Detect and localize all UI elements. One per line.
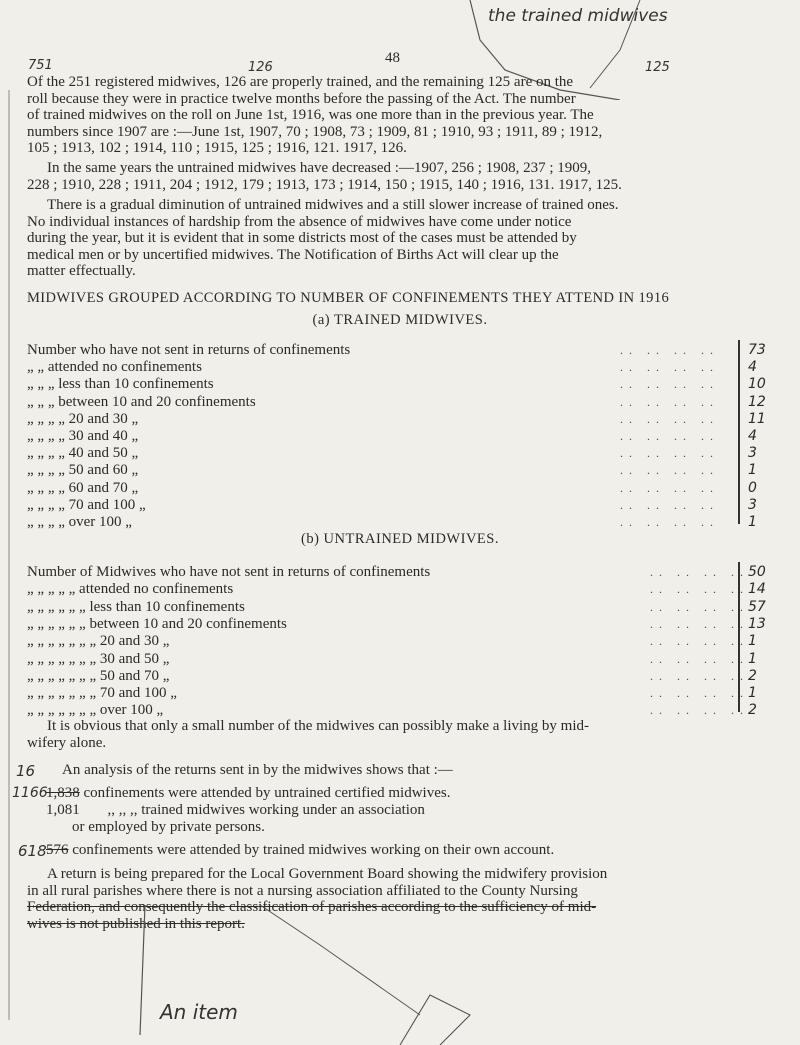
trained-bracket [738, 340, 750, 524]
row-label: Number who have not sent in returns of confinements [27, 342, 351, 358]
row-label: „ „ „ „ „ „ „ 70 and 100 „ [27, 685, 177, 702]
text-line: There is a gradual diminution of untrained midwives and a still slower increase of trained ones. [47, 197, 619, 213]
trained-midwives-title: (a) TRAINED MIDWIVES. [312, 312, 488, 328]
page-number: 48 [385, 50, 400, 66]
leader-dots: .. .. .. .. [650, 582, 749, 597]
text-line: It is obvious that only a small number of the midwives can possibly make a living by mid- [47, 718, 590, 734]
leader-dots: .. .. .. .. [650, 703, 749, 718]
leader-dots: .. .. .. .. [650, 616, 749, 631]
section-heading: MIDWIVES GROUPED ACCORDING TO NUMBER OF CONFINEMENTS THEY ATTEND IN 1916 [27, 290, 670, 306]
row-label: „ „ „ „ „ „ „ over 100 „ [27, 702, 164, 719]
leader-dots: .. .. .. .. [620, 480, 719, 495]
analysis-text: confinements were attended by untrained certified midwives. [83, 785, 451, 801]
row-count: 1 [748, 650, 757, 667]
row-label: Number of Midwives who have not sent in returns of confinements [27, 564, 431, 580]
text-line: Of the 251 registered midwives, 126 are properly trained, and the remaining 125 are on the [27, 74, 574, 90]
table-row [27, 359, 800, 376]
row-count: 1 [748, 462, 757, 479]
row-count: 12 [748, 393, 766, 410]
row-count: 3 [748, 445, 757, 462]
leader-dots: .. .. .. .. [620, 360, 719, 375]
row-label: „ „ „ „ 20 and 30 „ [27, 410, 139, 427]
text-line: of trained midwives on the roll on June 1st, 1916, was one more than in the previous year. The [27, 107, 594, 123]
margin-note-126: 126 [248, 60, 273, 75]
table-row [27, 702, 800, 719]
table-row [27, 616, 800, 633]
handwritten-annotation-bottom: An item [160, 1000, 238, 1024]
row-count: 3 [748, 496, 757, 513]
row-label: „ „ „ „ „ „ „ 50 and 70 „ [27, 667, 170, 684]
margin-note-1166: 1166 [12, 785, 48, 801]
row-label: „ „ attended no confinements [27, 359, 202, 376]
text-line: In the same years the untrained midwives have decreased :—1907, 256 ; 1908, 237 ; 1909, [47, 160, 592, 176]
text-line: wifery alone. [27, 734, 107, 751]
row-count: 1 [748, 514, 757, 530]
table-row [27, 411, 800, 428]
row-count: 13 [748, 615, 766, 632]
table-row [27, 685, 800, 702]
row-count: 2 [748, 667, 757, 684]
leader-dots: .. .. .. .. [620, 497, 719, 512]
margin-note-16: 16 [16, 762, 36, 780]
untrained-bracket [738, 562, 750, 712]
leader-dots: .. .. .. .. [650, 565, 749, 579]
table-row [27, 462, 800, 479]
text-line: 105 ; 1913, 102 ; 1914, 110 ; 1915, 125 ; 1916, 121. 1917, 126. [27, 140, 407, 156]
paragraph-registered-midwives [27, 74, 797, 157]
analysis-trained-association-line [46, 802, 425, 819]
row-label: „ „ „ „ „ attended no confinements [27, 581, 234, 598]
text-line-struck: wives is not published in this report. [27, 915, 245, 932]
leader-dots: .. .. .. .. [620, 463, 719, 478]
row-label: „ „ „ „ 30 and 40 „ [27, 428, 139, 444]
row-count: 73 [748, 342, 766, 358]
analysis-text: confinements were attended by trained midwives working on their own account. [72, 842, 555, 858]
pencil-lines-bottom-icon [0, 905, 800, 1045]
table-row [27, 599, 800, 616]
row-count: 11 [748, 410, 766, 427]
analysis-number: 1,081 [46, 802, 80, 818]
row-label: „ „ „ „ 40 and 50 „ [27, 445, 139, 462]
leader-dots: .. .. .. .. [650, 651, 749, 666]
paragraph-untrained-decrease [27, 160, 797, 193]
table-row [27, 651, 800, 668]
row-count: 0 [748, 479, 757, 496]
row-label: „ „ „ „ „ „ „ 30 and 50 „ [27, 650, 170, 667]
table-row [27, 668, 800, 685]
table-row [27, 581, 800, 598]
row-count: 10 [748, 376, 766, 393]
row-count: 4 [748, 359, 757, 376]
row-label: „ „ „ „ „ „ „ 20 and 30 „ [27, 633, 170, 650]
struck-number: 1,838 [46, 785, 80, 801]
margin-note-618: 618 [18, 842, 47, 860]
text-line: matter effectually. [27, 263, 136, 279]
row-count: 1 [748, 685, 757, 702]
analysis-intro: An analysis of the returns sent in by the midwives shows that :— [62, 762, 453, 778]
leader-dots: .. .. .. .. [650, 634, 749, 649]
row-label: „ „ „ „ „ „ less than 10 confinements [27, 598, 245, 615]
text-line: roll because they were in practice twelve months before the passing of the Act. The number [27, 90, 576, 107]
text-line: in all rural parishes where there is not a nursing association affiliated to the County Nursing [27, 882, 578, 899]
table-row [27, 564, 800, 581]
row-label: „ „ „ less than 10 confinements [27, 376, 214, 393]
analysis-text: ,, ,, ,, trained midwives working under an association [107, 802, 425, 818]
table-row [27, 445, 800, 462]
text-line: No individual instances of hardship from the absence of midwives have come under notice [27, 213, 572, 230]
leader-dots: .. .. .. .. [620, 394, 719, 409]
text-line: medical men or by uncertified midwives. The Notification of Births Act will clear up the [27, 246, 559, 263]
row-count: 2 [748, 702, 757, 719]
table-row [27, 514, 800, 531]
row-count: 57 [748, 598, 766, 615]
paragraph-living-by-midwifery [27, 718, 797, 751]
table-row [27, 480, 800, 497]
text-line-struck: Federation, and consequently the classification of parishes according to the sufficiency of mid- [27, 899, 597, 915]
table-row [27, 342, 800, 359]
margin-rule [8, 90, 10, 1020]
leader-dots: .. .. .. .. [620, 446, 719, 461]
row-label: „ „ „ „ „ „ between 10 and 20 confinements [27, 615, 287, 632]
text-line: during the year, but it is evident that in some districts most of the cases must be attended by [27, 230, 577, 246]
row-label: „ „ „ between 10 and 20 confinements [27, 393, 256, 410]
leader-dots: .. .. .. .. [620, 429, 719, 443]
leader-dots: .. .. .. .. [620, 377, 719, 392]
analysis-untrained-line [46, 785, 450, 802]
table-row [27, 497, 800, 514]
table-row [27, 428, 800, 445]
struck-number: 576 [46, 842, 69, 858]
table-row [27, 394, 800, 411]
row-label: „ „ „ „ 70 and 100 „ [27, 496, 146, 513]
analysis-continuation: or employed by private persons. [72, 819, 265, 835]
leader-dots: .. .. .. .. [620, 411, 719, 426]
handwritten-annotation-top: the trained midwives [488, 6, 668, 26]
margin-note-251: 751 [28, 58, 53, 73]
leader-dots: .. .. .. .. [650, 668, 749, 683]
row-label: „ „ „ „ over 100 „ [27, 514, 132, 530]
table-row [27, 376, 800, 393]
row-label: „ „ „ „ 60 and 70 „ [27, 479, 139, 496]
row-count: 1 [748, 633, 757, 650]
row-count: 14 [748, 581, 766, 598]
margin-note-125: 125 [645, 60, 670, 75]
row-label: „ „ „ „ 50 and 60 „ [27, 462, 139, 479]
paragraph-diminution [27, 197, 797, 280]
text-line: A return is being prepared for the Local Government Board showing the midwifery provision [47, 866, 608, 882]
leader-dots: .. .. .. .. [650, 599, 749, 614]
table-row [27, 633, 800, 650]
text-line: 228 ; 1910, 228 ; 1911, 204 ; 1912, 179 ; 1913, 173 ; 1914, 150 ; 1915, 140 ; 1916, 131. 1917, 125. [27, 176, 622, 193]
leader-dots: .. .. .. .. [620, 343, 719, 357]
text-line: numbers since 1907 are :—June 1st, 1907, 70 ; 1908, 73 ; 1909, 81 ; 1910, 93 ; 1911, 89 ; 1912, [27, 123, 603, 140]
row-count: 50 [748, 564, 766, 580]
row-count: 4 [748, 428, 757, 444]
analysis-own-account-line [46, 842, 554, 859]
leader-dots: .. .. .. .. [650, 686, 749, 701]
untrained-midwives-title: (b) UNTRAINED MIDWIVES. [301, 531, 499, 547]
leader-dots: .. .. .. .. [620, 515, 719, 529]
